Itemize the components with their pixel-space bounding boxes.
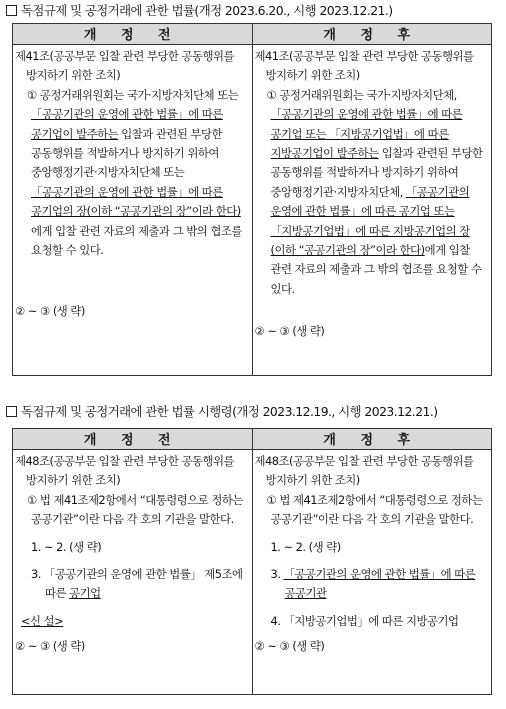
section2-title-text: 독점규제 및 공정거래에 관한 법률 시행령(개정 2023.12.19., 시행 2023.12.21.) <box>21 404 438 419</box>
item-3: 3. 「공공기관의 운영에 관한 법률」 제5조에 따른 공기업 <box>31 567 243 601</box>
paragraph-1: ① 공정거래위원회는 국가·지방자치단체, 「공공기관의 운영에 관한 법률」에 따른 공기업 또는 「지방공기업법」에 따른 지방공기업이 발주하는 입찰과 관련된 부당한 공동행위를 적발하거나 방지하기 위하여 중앙행정기관·지방자치단체, 「공공기관의 운영에 관한 법률」에 따른 공기업 또는 「지방공기업법」에 따른 지방공기업의 장(이하 “공공기관의 장”이라 한다)에게 입찰 관련 자료의 제출과 그 밖의 협조를 요청할 수 있다. <box>266 87 483 296</box>
paragraph-1: ① 법 제41조제2항에서 “대통령령으로 정하는 공공기관”이란 다음 각 호의 기관을 말한다. <box>266 492 483 527</box>
omitted-paragraphs: ② ~ ③ (생 략) <box>15 304 85 319</box>
header-after: 개 정 후 <box>252 24 492 45</box>
item-3: 3. 「공공기관의 운영에 관한 법률」에 따른 공공기관 <box>270 567 476 601</box>
article-heading: 제48조(공공부문 입찰 관련 부당한 공동행위를 방지하기 위한 조치) <box>15 454 234 488</box>
checkbox-square-icon <box>6 406 17 417</box>
decree-after-cell <box>252 450 492 695</box>
omitted-paragraphs: ② ~ ③ (생 략) <box>15 639 85 654</box>
article-heading: 제48조(공공부문 입찰 관련 부당한 공동행위를 방지하기 위한 조치) <box>254 454 474 488</box>
paragraph-1: ① 법 제41조제2항에서 “대통령령으로 정하는 공공기관”이란 다음 각 호의 기관을 말한다. <box>27 492 243 527</box>
decree-comparison-table <box>12 428 492 695</box>
article-heading: 제41조(공공부문 입찰 관련 부당한 공동행위를 방지하기 위한 조치) <box>15 49 234 83</box>
header-after: 개 정 후 <box>252 429 492 450</box>
paragraph-1: ① 공정거래위원회는 국가·지방자치단체 또는 「공공기관의 운영에 관한 법률」에 따른 공기업이 발주하는 입찰과 관련된 부당한 공동행위를 적발하거나 방지하기 위하여 중앙행정기관·지방자치단체 또는 「공공기관의 운영에 관한 법률」에 따른 공기업의 장(이하 “공공기관의 장”이라 한다)에게 입찰 관련 자료의 제출과 그 밖의 협조를 요청할 수 있다. <box>27 87 242 258</box>
item-1-2: 1. ~ 2. (생 략) <box>270 539 341 554</box>
decree-before-cell <box>13 450 253 695</box>
article-heading: 제41조(공공부문 입찰 관련 부당한 공동행위를 방지하기 위한 조치) <box>254 49 474 83</box>
omitted-paragraphs: ② ~ ③ (생 략) <box>254 639 325 654</box>
header-before: 개 정 전 <box>13 429 253 450</box>
law-comparison-table <box>12 23 492 376</box>
new-item-placeholder: <신 설> <box>21 613 64 628</box>
section1-title <box>6 3 393 19</box>
item-4: 4. 「지방공기업법」에 따른 지방공기업 <box>270 613 459 628</box>
law-after-cell <box>252 45 492 376</box>
checkbox-square-icon <box>6 5 17 16</box>
section1-title-text: 독점규제 및 공정거래에 관한 법률(개정 2023.6.20., 시행 2023.12.21.) <box>21 3 393 18</box>
omitted-paragraphs: ② ~ ③ (생 략) <box>254 324 325 339</box>
law-before-cell <box>13 45 253 376</box>
item-1-2: 1. ~ 2. (생 략) <box>31 539 102 554</box>
header-before: 개 정 전 <box>13 24 253 45</box>
section2-title <box>6 404 438 420</box>
